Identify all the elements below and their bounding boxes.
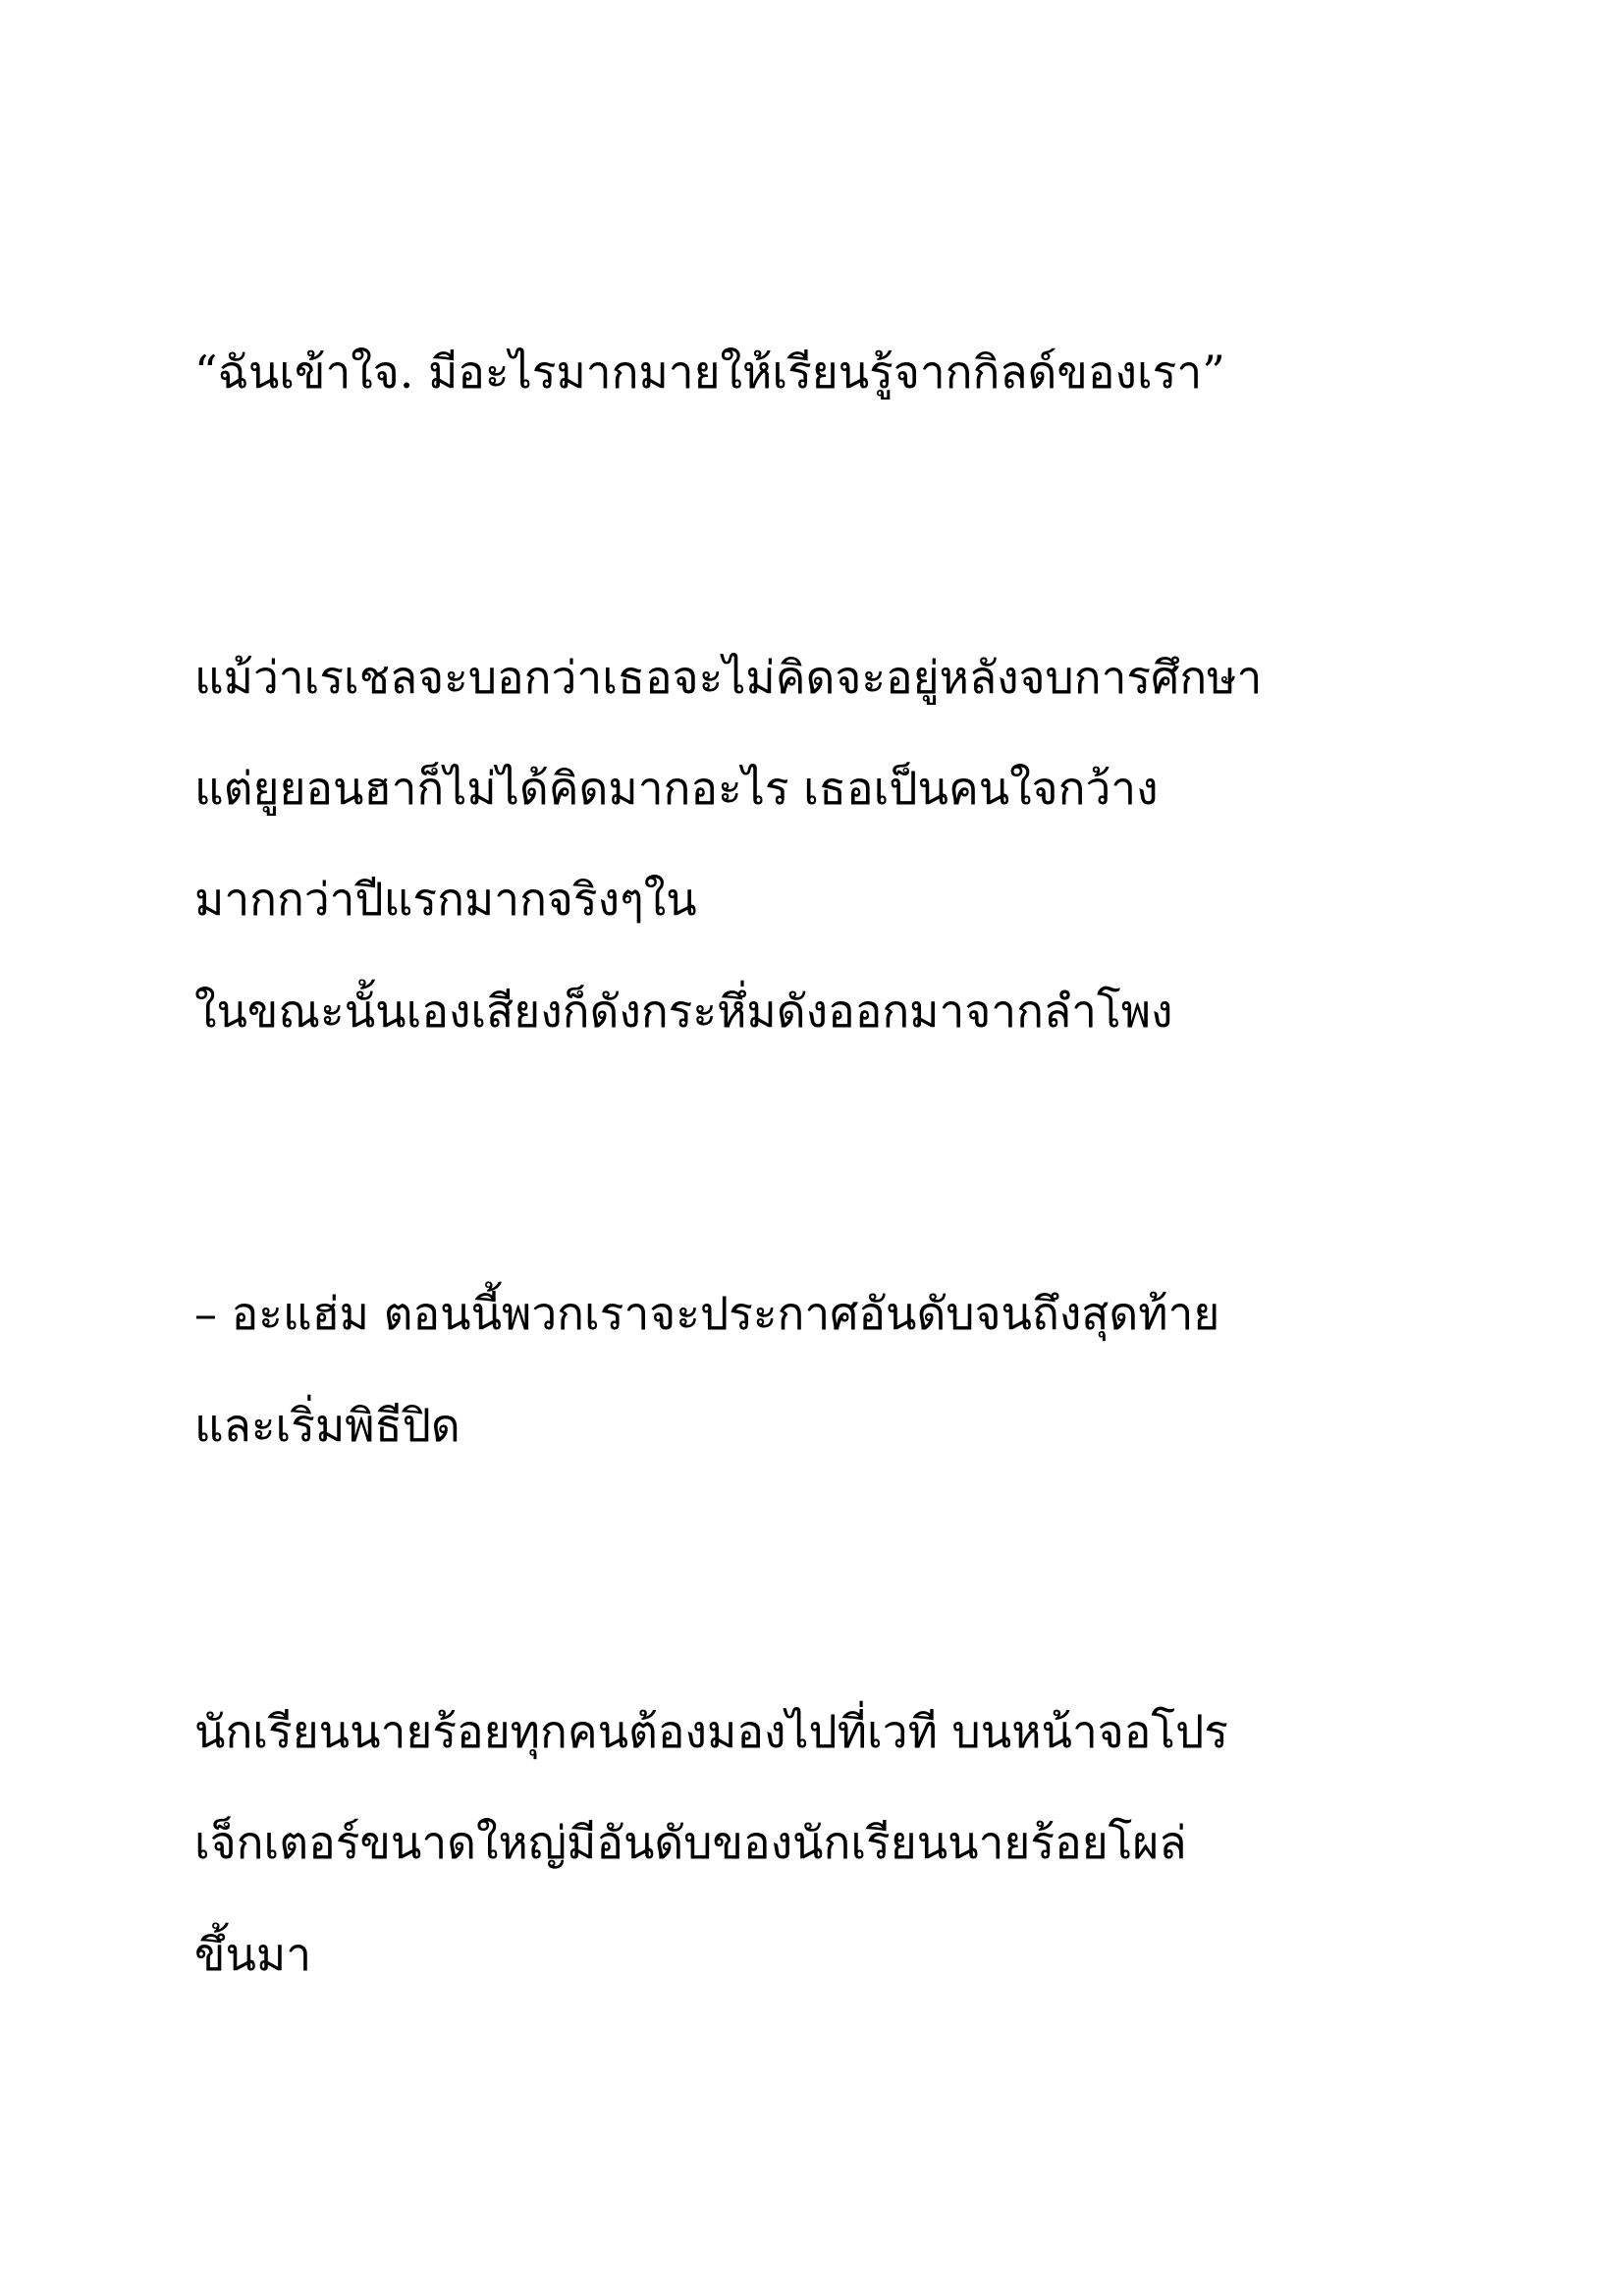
paragraph-line: เจ็กเตอร์ขนาดใหญ่มีอันดับของนักเรียนนายร้อยโผล่ bbox=[194, 1816, 1187, 1869]
paragraph-line: ขึ้นมา bbox=[194, 1928, 312, 1981]
paragraph-line: แม้ว่าเรเชลจะบอกว่าเธอจะไม่คิดจะอยู่หลังจบการศึกษา bbox=[194, 651, 1263, 704]
paragraph-line: ในขณะนั้นเองเสียงก็ดังกระหึ่มดังออกมาจากลำโพง bbox=[194, 985, 1173, 1038]
paragraph-line: นักเรียนนายร้อยทุกคนต้องมองไปที่เวที บนหน้าจอโปร bbox=[194, 1705, 1228, 1758]
announcement-line: – อะแฮ่ม ตอนนี้พวกเราจะประกาศอันดับจนถึงสุดท้าย bbox=[194, 1287, 1220, 1340]
paragraph-line: มากกว่าปีแรกมากจริงๆใน bbox=[194, 873, 697, 926]
quote-line: “ฉันเข้าใจ. มีอะไรมากมายให้เรียนรู้จากกิลด์ของเรา” bbox=[194, 346, 1225, 399]
announcement-line: และเริ่มพิธีปิด bbox=[194, 1399, 460, 1452]
paragraph-line: แต่ยูยอนฮาก็ไม่ได้คิดมากอะไร เธอเป็นคนใจกว้าง bbox=[194, 762, 1159, 815]
